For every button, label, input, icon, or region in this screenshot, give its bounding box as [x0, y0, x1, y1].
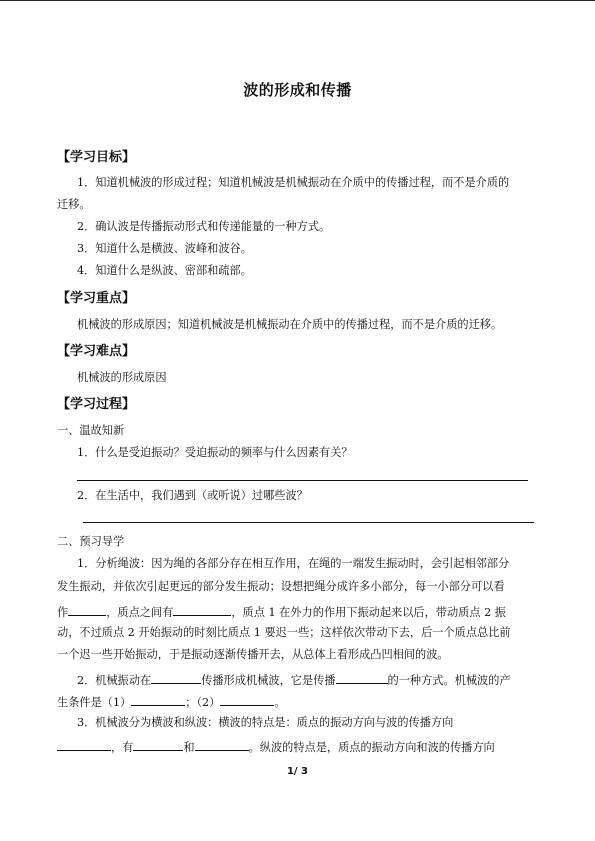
fill-blank-medium[interactable]	[151, 671, 201, 684]
difficulties-text: 机械波的形成原因	[77, 371, 167, 384]
para-2-text-f: 。	[274, 696, 286, 709]
preview-para-3-line-2	[57, 738, 543, 755]
difficulties-heading: 【学习难点】	[57, 344, 136, 359]
para-2-text-d: 生条件是（1）	[57, 696, 132, 709]
preview-heading: 二、预习导学	[57, 535, 125, 548]
para-2-text-a: 2．机械振动在	[77, 674, 152, 687]
fill-blank-direction[interactable]	[57, 738, 111, 751]
para-1-text-c: ，质点 1 在外力的作用下振动起来以后，带动质点 2 振	[231, 606, 506, 619]
preview-para-3-line-1: 3．机械波分为横波和纵波：横波的特点是：质点的振动方向与波的传播方向	[77, 716, 454, 729]
preview-para-1-line-5: 一个迟一些开始振动，于是振动逐渐传播开去，从总体上看形成凸凹相间的波。	[57, 648, 449, 661]
fill-blank-interaction[interactable]	[173, 603, 231, 616]
objectives-heading: 【学习目标】	[57, 150, 136, 165]
para-1-text-a: 作	[57, 606, 69, 619]
preview-para-2-line-1	[77, 671, 543, 688]
para-2-text-c: 的一种方式。机械波的产	[387, 674, 511, 687]
para-3-text-d: 。纵波的特点是，质点的振动方向和波的传播方向	[248, 741, 495, 754]
objective-item-1: 1．知道机械波的形成过程；知道机械波是机械振动在介质中的传播过程，而不是介质的	[77, 176, 510, 189]
answer-line-2[interactable]	[83, 522, 534, 523]
key-points-heading: 【学习重点】	[57, 291, 136, 306]
fill-blank-particle[interactable]	[68, 603, 106, 616]
fill-blank-trough[interactable]	[195, 738, 249, 751]
fill-blank-condition-2[interactable]	[220, 693, 274, 706]
page-number: 1/ 3	[286, 766, 309, 777]
fill-blank-condition-1[interactable]	[131, 693, 185, 706]
para-3-text-c: 和	[183, 741, 195, 754]
review-question-1: 1．什么是受迫振动？受迫振动的频率与什么因素有关？	[77, 446, 353, 459]
fill-blank-crest[interactable]	[133, 738, 183, 751]
objective-item-3: 3．知道什么是横波、波峰和波谷。	[77, 242, 252, 255]
preview-para-1-line-1: 1．分析绳波：因为绳的各部分存在相互作用，在绳的一端发生振动时，会引起相邻部分	[77, 557, 510, 570]
page-title: 波的形成和传播	[243, 81, 352, 99]
preview-para-2-line-2	[57, 693, 543, 710]
para-2-text-b: 传播形成机械波，它是传播	[201, 674, 336, 687]
preview-para-1-line-2: 发生振动，并依次引起更远的部分发生振动；设想把绳分成许多小部分，每一小部分可以看	[57, 580, 505, 593]
review-question-2: 2．在生活中，我们遇到（或听说）过哪些波？	[77, 489, 308, 502]
key-points-text: 机械波的形成原因；知道机械波是机械振动在介质中的传播过程，而不是介质的迁移。	[77, 318, 503, 331]
para-3-text-b: ，有	[111, 741, 134, 754]
fill-blank-transmit[interactable]	[336, 671, 388, 684]
para-1-text-b: ，质点之间有	[106, 606, 174, 619]
answer-line-1[interactable]	[77, 480, 528, 481]
preview-para-1-line-3	[57, 603, 543, 620]
preview-para-1-line-4: 动，不过质点 2 开始振动的时刻比质点 1 要迟一些；这样依次带动下去，后一个质点总比前	[57, 626, 511, 639]
process-heading: 【学习过程】	[57, 397, 136, 412]
objective-item-4: 4．知道什么是纵波、密部和疏部。	[77, 264, 252, 277]
para-2-text-e: ；（2）	[185, 696, 221, 709]
objective-item-1-cont: 迁移。	[57, 198, 91, 211]
review-heading: 一、温故知新	[57, 424, 125, 437]
objective-item-2: 2．确认波是传播振动形式和传递能量的一种方式。	[77, 220, 331, 233]
